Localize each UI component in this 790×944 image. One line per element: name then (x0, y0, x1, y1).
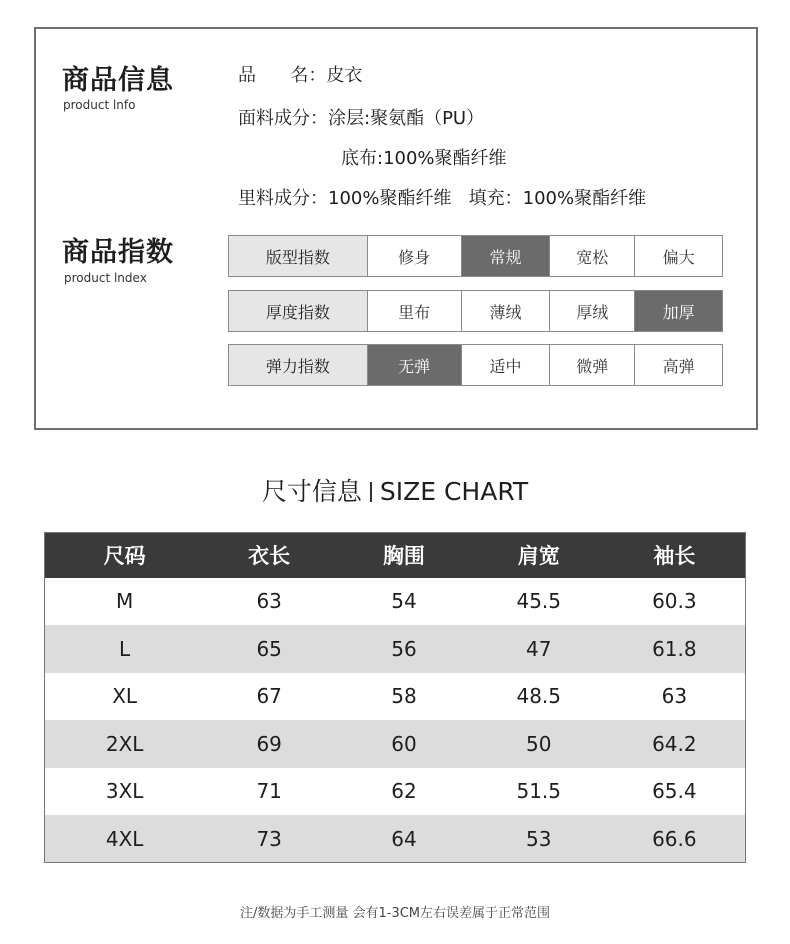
thickness-option: 厚绒 (549, 291, 634, 331)
table-row (45, 625, 746, 673)
fit-option: 修身 (367, 236, 461, 276)
lining-filling-line: 里料成分：100%聚酯纤维 填充：100%聚酯纤维 (238, 188, 647, 209)
table-row (45, 673, 746, 721)
shoulder-cell: 47 (474, 625, 604, 673)
fabric-line: 面料成分：涂层:聚氨酯（PU） (238, 108, 485, 129)
sleeve-cell: 64.2 (604, 720, 746, 768)
sleeve-cell: 61.8 (604, 625, 746, 673)
thickness-index-row (228, 290, 723, 332)
column-header-size: 尺码 (45, 533, 205, 578)
size-cell: 4XL (45, 815, 205, 863)
size-cell: 3XL (105, 779, 144, 804)
shoulder-cell: 51.5 (516, 779, 561, 804)
size-chart-heading-cn: 尺寸信息 (261, 477, 362, 506)
length-cell: 71 (256, 779, 282, 804)
sleeve-cell: 66.6 (604, 815, 746, 863)
thickness-option: 里布 (367, 291, 461, 331)
table-row (45, 578, 746, 626)
elasticity-option: 高弹 (634, 345, 722, 385)
product-index-subtitle: product lndex (64, 271, 147, 285)
chest-cell: 60 (334, 720, 474, 768)
chest-cell: 64 (334, 815, 474, 863)
sleeve-cell: 60.3 (652, 589, 697, 614)
thickness-option: 加厚 (634, 291, 722, 331)
chest-cell: 56 (334, 625, 474, 673)
length-cell: 65 (204, 625, 334, 673)
size-table (44, 532, 746, 863)
product-name-line: 品 名：皮衣 (238, 65, 363, 86)
column-header-chest: 胸围 (334, 533, 474, 578)
elasticity-option: 微弹 (549, 345, 634, 385)
thickness-option: 薄绒 (461, 291, 550, 331)
elasticity-index-label: 弹力指数 (229, 345, 367, 385)
size-cell: L (45, 625, 205, 673)
shoulder-cell: 45.5 (516, 589, 561, 614)
length-cell: 69 (204, 720, 334, 768)
fit-option: 宽松 (549, 236, 634, 276)
length-cell: 67 (256, 684, 282, 709)
shoulder-cell: 48.5 (516, 684, 561, 709)
elasticity-index-row (228, 344, 723, 386)
fit-option: 常规 (461, 236, 550, 276)
size-chart-heading (0, 472, 790, 508)
table-row (45, 815, 746, 863)
size-cell: M (116, 589, 134, 614)
thickness-index-label: 厚度指数 (229, 291, 367, 331)
chest-cell: 54 (391, 589, 417, 614)
heading-divider (370, 482, 372, 502)
size-chart-heading-en: SIZE CHART (379, 477, 529, 506)
table-row (45, 720, 746, 768)
elasticity-option: 适中 (461, 345, 550, 385)
fit-option: 偏大 (634, 236, 722, 276)
size-cell: 2XL (45, 720, 205, 768)
size-cell: XL (112, 684, 138, 709)
column-header-sleeve: 袖长 (604, 533, 746, 578)
size-table-header (45, 533, 746, 578)
table-row (45, 768, 746, 816)
fit-index-row (228, 235, 723, 277)
base-fabric-line: 底布:100%聚酯纤维 (341, 148, 507, 169)
column-header-shoulder: 肩宽 (474, 533, 604, 578)
sleeve-cell: 63 (661, 684, 688, 709)
product-index-title: 商品指数 (62, 237, 174, 268)
column-header-length: 衣长 (204, 533, 334, 578)
length-cell: 73 (204, 815, 334, 863)
chest-cell: 58 (391, 684, 417, 709)
elasticity-option: 无弹 (367, 345, 461, 385)
shoulder-cell: 50 (474, 720, 604, 768)
sleeve-cell: 65.4 (652, 779, 697, 804)
shoulder-cell: 53 (474, 815, 604, 863)
product-info-subtitle: product lnfo (63, 98, 136, 112)
length-cell: 63 (256, 589, 282, 614)
measurement-footnote: 注/数据为手工测量 会有1-3CM左右误差属于正常范围 (239, 906, 551, 921)
product-info-title: 商品信息 (62, 65, 174, 96)
chest-cell: 62 (391, 779, 417, 804)
fit-index-label: 版型指数 (229, 236, 367, 276)
